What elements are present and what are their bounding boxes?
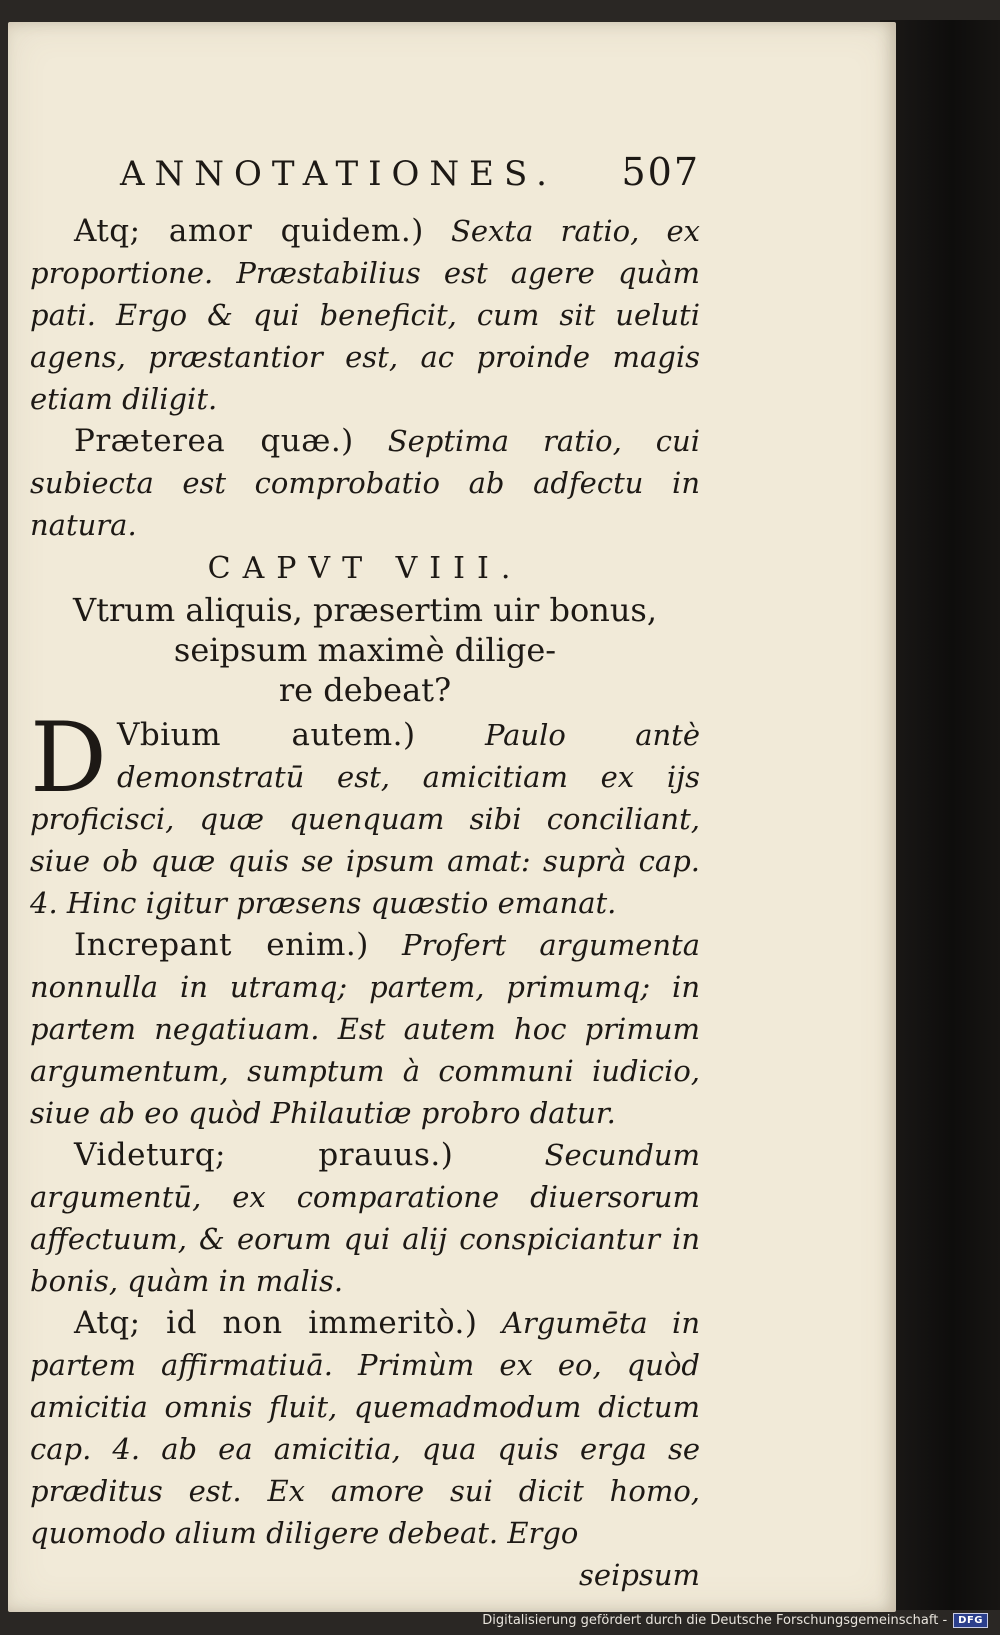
- commentary: Argumēta in partem affirmatiuā. Primùm ex eo, quòd amicitia omnis fluit, quemadmodum dictum cap. 4. ab ea amicitia, qua quis erga se præditus est. Ex amore sui dicit homo, quomodo alium diligere debeat. Ergo: [30, 1306, 701, 1550]
- annotation-paragraph: [30, 210, 700, 420]
- running-head: ANNOTATIONES.: [120, 154, 557, 194]
- chapter-label: CAPVT VIII.: [207, 551, 523, 586]
- lemma: Vbium autem.): [116, 717, 416, 753]
- lemma: Increpant enim.): [74, 927, 369, 963]
- chapter-title: [30, 590, 700, 710]
- text-block: [30, 210, 700, 1596]
- chapter-title-line: seipsum maximè dilige-: [173, 631, 557, 669]
- commentary: Secundum argumentū, ex comparatione diuersorum affectuum, & eorum qui alij conspiciantur in bonis, quàm in malis.: [30, 1138, 701, 1298]
- footer-credit: Digitalisierung gefördert durch die Deutsche Forschungsgemeinschaft -: [482, 1612, 948, 1628]
- lemma: Atq; amor quidem.): [74, 213, 424, 249]
- commentary: Septima ratio, cui subiecta est comprobatio ab adfectu in natura.: [30, 424, 700, 542]
- commentary: Profert argumenta nonnulla in utramq; partem, primumq; in partem negatiuam. Est autem hoc primum argumentum, sumptum à communi iudicio, siue ab eo quòd Philautiæ probro datur.: [30, 928, 700, 1130]
- catchword: seipsum: [579, 1558, 700, 1592]
- digitization-footer: [482, 1609, 988, 1631]
- annotation-paragraph: [30, 1302, 700, 1554]
- annotation-paragraph: [30, 1134, 700, 1302]
- lemma: Atq; id non immeritò.): [74, 1305, 478, 1341]
- chapter-title-line: Vtrum aliquis, præsertim uir bonus,: [72, 591, 658, 629]
- book-edge-shadow: [880, 20, 1000, 1610]
- annotation-paragraph: [30, 420, 700, 546]
- annotation-paragraph: [30, 924, 700, 1134]
- page-header: [120, 150, 700, 210]
- dfg-logo: DFG: [953, 1613, 988, 1628]
- commentary: Sexta ratio, ex proportione. Præstabilius est agere quàm pati. Ergo & qui beneficit, cum sit ueluti agens, præstantior est, ac proinde magis etiam diligit.: [30, 214, 700, 416]
- chapter-title-line: re debeat?: [278, 671, 452, 709]
- initial-paragraph: [30, 702, 700, 924]
- drop-initial: D: [30, 702, 107, 814]
- lemma: Præterea quæ.): [74, 423, 354, 459]
- commentary: Paulo antè demonstratū est, amicitiam ex ijs proficisci, quæ quenquam sibi conciliant, siue ob quæ quis se ipsum amat: suprà cap. 4. Hinc igitur præsens quæstio emanat.: [30, 718, 700, 920]
- page-number: 507: [621, 150, 700, 194]
- lemma: Videturq; prauus.): [74, 1137, 454, 1173]
